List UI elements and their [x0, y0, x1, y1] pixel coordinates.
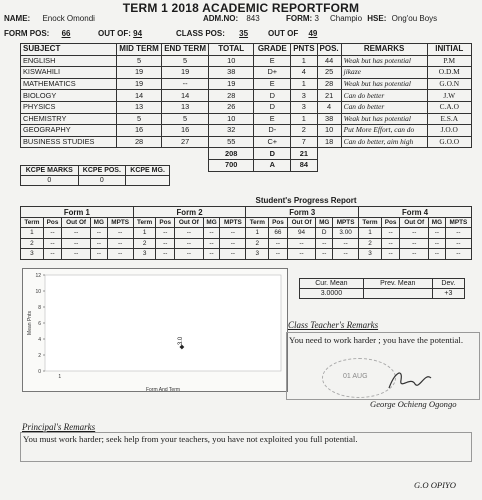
kcpe-pos-label: KCPE POS. [78, 166, 126, 176]
progress-cell: -- [269, 238, 287, 249]
progress-form-row [21, 207, 472, 218]
summary-spacer [317, 159, 471, 171]
progress-col-term: Term [246, 218, 269, 228]
principal-title: Principal's Remarks [22, 422, 96, 432]
progress-cell: -- [445, 228, 471, 239]
data-label: 3.0 [177, 336, 184, 346]
progress-cell: -- [62, 238, 91, 249]
progress-cell: -- [203, 249, 220, 260]
adm-number: 843 [246, 14, 260, 23]
progress-col-out-of: Out Of [174, 218, 203, 228]
progress-cell: 1 [246, 228, 269, 239]
progress-cell: -- [400, 228, 429, 239]
header-pos: POS. [317, 44, 341, 56]
progress-cell: -- [174, 238, 203, 249]
progress-cell: 1 [21, 228, 44, 239]
cell-subject: CHEMISTRY [21, 113, 117, 125]
kcpe-mg-value [126, 176, 170, 186]
progress-cell: 3 [246, 249, 269, 260]
progress-cell: -- [400, 249, 429, 260]
form-pos-label: FORM POS: [4, 29, 50, 38]
adm-field [203, 14, 260, 23]
subject-row [21, 101, 472, 113]
class-out-of-value: 49 [308, 29, 318, 38]
progress-cell: -- [429, 249, 446, 260]
cell-total: 28 [209, 90, 254, 102]
cell-subject: GEOGRAPHY [21, 125, 117, 137]
cell-mid: 19 [117, 67, 162, 79]
progress-cell: 3.00 [333, 228, 359, 239]
cell-end: 19 [162, 67, 209, 79]
cell-grade: E [254, 113, 291, 125]
progress-cell: -- [287, 249, 316, 260]
progress-cell: -- [400, 238, 429, 249]
report-title: TERM 1 2018 ACADEMIC REPORTFORM [122, 1, 360, 15]
progress-form-2: Form 2 [133, 207, 246, 218]
progress-col-out-of: Out Of [62, 218, 91, 228]
summary-total: 208 [209, 148, 254, 160]
cell-initial: G.O.O [427, 136, 471, 148]
y-tick-label: 6 [38, 321, 41, 327]
progress-col-mpts: MPTS [445, 218, 471, 228]
progress-cell: -- [156, 249, 174, 260]
progress-col-mpts: MPTS [220, 218, 246, 228]
cell-total: 55 [209, 136, 254, 148]
header-subject: SUBJECT [21, 44, 117, 56]
summary-total: 700 [209, 159, 254, 171]
progress-col-row [21, 218, 472, 228]
cell-end: 13 [162, 101, 209, 113]
progress-table [20, 206, 472, 260]
progress-cell: 3 [21, 249, 44, 260]
cell-grade: D [254, 101, 291, 113]
results-header-row [21, 44, 472, 56]
subject-row [21, 78, 472, 90]
class-teacher-title: Class Teacher's Remarks [288, 320, 379, 330]
cell-grade: E [254, 55, 291, 67]
progress-cell: -- [381, 228, 399, 239]
cell-end: 16 [162, 125, 209, 137]
form-out-of [98, 29, 142, 38]
progress-col-mpts: MPTS [333, 218, 359, 228]
progress-form-3: Form 3 [246, 207, 359, 218]
summary-pnts: 84 [291, 159, 317, 171]
dev-label: Dev. [432, 279, 464, 289]
y-tick-label: 12 [35, 273, 41, 279]
cell-pos: 38 [317, 113, 341, 125]
cell-pnts: 3 [291, 90, 317, 102]
prev-mean-value [363, 289, 432, 299]
y-tick-label: 10 [35, 289, 41, 295]
progress-cell: -- [381, 238, 399, 249]
progress-cell: -- [220, 249, 246, 260]
progress-col-mpts: MPTS [107, 218, 133, 228]
cell-mid: 13 [117, 101, 162, 113]
progress-cell: -- [107, 249, 133, 260]
house-name: Ong'ou Boys [391, 14, 438, 23]
cell-initial: E.S.A [427, 113, 471, 125]
subject-row [21, 125, 472, 137]
subject-row [21, 113, 472, 125]
cell-initial: J.W [427, 90, 471, 102]
progress-cell: -- [156, 238, 174, 249]
progress-cell: D [316, 228, 333, 239]
cell-pos: 10 [317, 125, 341, 137]
mean-table [299, 278, 465, 299]
progress-col-term: Term [133, 218, 156, 228]
progress-cell: 1 [359, 228, 382, 239]
progress-cell: -- [269, 249, 287, 260]
header-initial: INITIAL [427, 44, 471, 56]
x-tick-label: 1 [58, 374, 62, 380]
cell-initial: O.D.M [427, 67, 471, 79]
kcpe-pos-value: 0 [78, 176, 126, 186]
progress-cell: 2 [21, 238, 44, 249]
cell-pos: 44 [317, 55, 341, 67]
y-tick-label: 4 [38, 337, 41, 343]
cell-end: 14 [162, 90, 209, 102]
cell-mid: 16 [117, 125, 162, 137]
progress-col-out-of: Out Of [400, 218, 429, 228]
cell-subject: ENGLISH [21, 55, 117, 67]
kcpe-marks-value: 0 [21, 176, 79, 186]
subject-row [21, 55, 472, 67]
progress-col-pos: Pos [269, 218, 287, 228]
progress-col-pos: Pos [381, 218, 399, 228]
progress-cell: 94 [287, 228, 316, 239]
name-label: NAME: [4, 14, 31, 23]
progress-cell: -- [62, 249, 91, 260]
student-name: Enock Omondi [42, 14, 95, 23]
mean-points-chart [23, 269, 287, 391]
cell-initial: P.M [427, 55, 471, 67]
results-table [20, 43, 472, 172]
progress-cell: -- [43, 238, 61, 249]
header-mid-term: MID TERM [117, 44, 162, 56]
principal-text: You must work harder; seek help from your teachers, you have not exploited you full potential. [23, 434, 358, 444]
dev-value: +3 [432, 289, 464, 299]
progress-cell: -- [287, 238, 316, 249]
subject-row [21, 136, 472, 148]
class-pos-value: 35 [239, 29, 249, 38]
stamp-date: 01 AUG [343, 373, 368, 380]
progress-cell: 2 [246, 238, 269, 249]
progress-col-pos: Pos [43, 218, 61, 228]
progress-cell: -- [445, 238, 471, 249]
stream-field [330, 14, 437, 23]
cell-grade: D [254, 90, 291, 102]
progress-col-mg: MG [90, 218, 107, 228]
progress-col-mg: MG [203, 218, 220, 228]
progress-form-1: Form 1 [21, 207, 134, 218]
form-label: FORM: [286, 14, 313, 23]
progress-cell: -- [43, 249, 61, 260]
cell-subject: KISWAHILI [21, 67, 117, 79]
y-tick-label: 0 [38, 369, 41, 375]
class-pos-label: CLASS POS: [176, 29, 225, 38]
progress-cell: -- [316, 238, 333, 249]
progress-form-4: Form 4 [359, 207, 472, 218]
cell-pos: 25 [317, 67, 341, 79]
cell-remarks: Can do better, aim high [341, 136, 427, 148]
cell-pnts: 7 [291, 136, 317, 148]
summary-spacer [21, 148, 209, 160]
progress-cell: -- [333, 249, 359, 260]
out-of-label: OUT OF: [98, 29, 131, 38]
cell-subject: BUSINESS STUDIES [21, 136, 117, 148]
progress-term-row [21, 249, 472, 260]
summary-pnts: 21 [291, 148, 317, 160]
progress-cell: 2 [359, 238, 382, 249]
class-teacher-name: George Ochieng Ogongo [370, 399, 457, 409]
cell-remarks: Weak but has potential [341, 113, 427, 125]
progress-col-term: Term [359, 218, 382, 228]
cell-pnts: 1 [291, 55, 317, 67]
prev-mean-label: Prev. Mean [363, 279, 432, 289]
cell-total: 32 [209, 125, 254, 137]
progress-cell: -- [43, 228, 61, 239]
cell-subject: MATHEMATICS [21, 78, 117, 90]
progress-title: Student's Progress Report [255, 196, 357, 205]
progress-col-pos: Pos [156, 218, 174, 228]
y-tick-label: 8 [38, 305, 41, 311]
form-field [286, 14, 319, 23]
chart-panel [22, 268, 288, 392]
cell-total: 38 [209, 67, 254, 79]
cell-grade: C+ [254, 136, 291, 148]
cell-pnts: 1 [291, 78, 317, 90]
progress-cell: -- [316, 249, 333, 260]
header-remarks: REMARKS [341, 44, 427, 56]
cell-mid: 19 [117, 78, 162, 90]
cell-mid: 5 [117, 113, 162, 125]
signature-mark [385, 366, 435, 394]
cell-grade: E [254, 78, 291, 90]
cell-end: 27 [162, 136, 209, 148]
principal-name: G.O OPIYO [414, 480, 457, 490]
cell-pnts: 3 [291, 101, 317, 113]
x-axis-label: Form And Term [145, 387, 181, 391]
class-out-of [268, 29, 317, 38]
cell-total: 19 [209, 78, 254, 90]
progress-cell: -- [90, 238, 107, 249]
form-out-of-value: 94 [133, 29, 143, 38]
progress-col-term: Term [21, 218, 44, 228]
cell-pnts: 2 [291, 125, 317, 137]
progress-cell: -- [107, 238, 133, 249]
cell-remarks: Weak but has potential [341, 78, 427, 90]
cell-remarks: jikaze [341, 67, 427, 79]
progress-term-row [21, 228, 472, 239]
stream-name: Champio [330, 14, 363, 23]
cell-grade: D- [254, 125, 291, 137]
progress-cell: -- [174, 249, 203, 260]
y-tick-label: 2 [38, 353, 41, 359]
progress-cell: -- [156, 228, 174, 239]
cell-subject: PHYSICS [21, 101, 117, 113]
progress-cell: -- [203, 228, 220, 239]
header-pnts: PNTS [291, 44, 317, 56]
cell-end: 5 [162, 113, 209, 125]
cell-end: -- [162, 78, 209, 90]
cell-pos: 18 [317, 136, 341, 148]
progress-cell: -- [381, 249, 399, 260]
cell-pos: 4 [317, 101, 341, 113]
adm-label: ADM.NO: [203, 14, 239, 23]
progress-cell: -- [333, 238, 359, 249]
cell-end: 5 [162, 55, 209, 67]
progress-cell: -- [107, 228, 133, 239]
form-pos-value: 66 [61, 29, 71, 38]
subject-row [21, 67, 472, 79]
progress-term-row [21, 238, 472, 249]
progress-cell: 3 [359, 249, 382, 260]
cur-mean-label: Cur. Mean [300, 279, 364, 289]
progress-cell: -- [429, 228, 446, 239]
cell-initial: C.A.O [427, 101, 471, 113]
principal-box [20, 432, 472, 462]
plot-area [45, 275, 281, 371]
cell-subject: BIOLOGY [21, 90, 117, 102]
progress-cell: -- [174, 228, 203, 239]
cell-pnts: 4 [291, 67, 317, 79]
summary-row [21, 148, 472, 160]
progress-col-mg: MG [316, 218, 333, 228]
hse-label: HSE: [367, 14, 387, 23]
progress-cell: -- [90, 228, 107, 239]
progress-col-out-of: Out Of [287, 218, 316, 228]
summary-grade: A [254, 159, 291, 171]
class-teacher-text: You need to work harder ; you have the potential. [289, 335, 464, 345]
cell-total: 10 [209, 113, 254, 125]
form-number: 3 [314, 14, 319, 23]
cell-mid: 14 [117, 90, 162, 102]
progress-cell: -- [445, 249, 471, 260]
cell-remarks: Put More Effort, can do [341, 125, 427, 137]
out-of-label-2: OUT OF [268, 29, 299, 38]
summary-spacer [317, 148, 471, 160]
cur-mean-value: 3.0000 [300, 289, 364, 299]
name-field [4, 14, 95, 23]
progress-col-mg: MG [429, 218, 446, 228]
progress-cell: -- [203, 238, 220, 249]
cell-pos: 28 [317, 78, 341, 90]
cell-grade: D+ [254, 67, 291, 79]
kcpe-marks-label: KCPE MARKS [21, 166, 79, 176]
header-grade: GRADE [254, 44, 291, 56]
header-total: TOTAL [209, 44, 254, 56]
cell-mid: 28 [117, 136, 162, 148]
progress-cell: 66 [269, 228, 287, 239]
cell-initial: J.O.O [427, 125, 471, 137]
progress-cell: -- [220, 228, 246, 239]
cell-pos: 21 [317, 90, 341, 102]
cell-mid: 5 [117, 55, 162, 67]
cell-pnts: 1 [291, 113, 317, 125]
cell-initial: G.O.N [427, 78, 471, 90]
progress-cell: -- [62, 228, 91, 239]
progress-cell: -- [429, 238, 446, 249]
progress-cell: -- [220, 238, 246, 249]
form-position [4, 29, 70, 38]
progress-cell: 2 [133, 238, 156, 249]
progress-cell: 3 [133, 249, 156, 260]
summary-grade: D [254, 148, 291, 160]
class-position [176, 29, 248, 38]
kcpe-mg-label: KCPE MG. [126, 166, 170, 176]
progress-cell: 1 [133, 228, 156, 239]
y-axis-label: Mean Pnts [27, 311, 33, 335]
cell-total: 26 [209, 101, 254, 113]
cell-total: 10 [209, 55, 254, 67]
progress-cell: -- [90, 249, 107, 260]
kcpe-table [20, 165, 170, 186]
cell-remarks: Can do better [341, 101, 427, 113]
cell-remarks: Weak but has potential [341, 55, 427, 67]
cell-remarks: Can do better [341, 90, 427, 102]
header-end-term: END TERM [162, 44, 209, 56]
subject-row [21, 90, 472, 102]
